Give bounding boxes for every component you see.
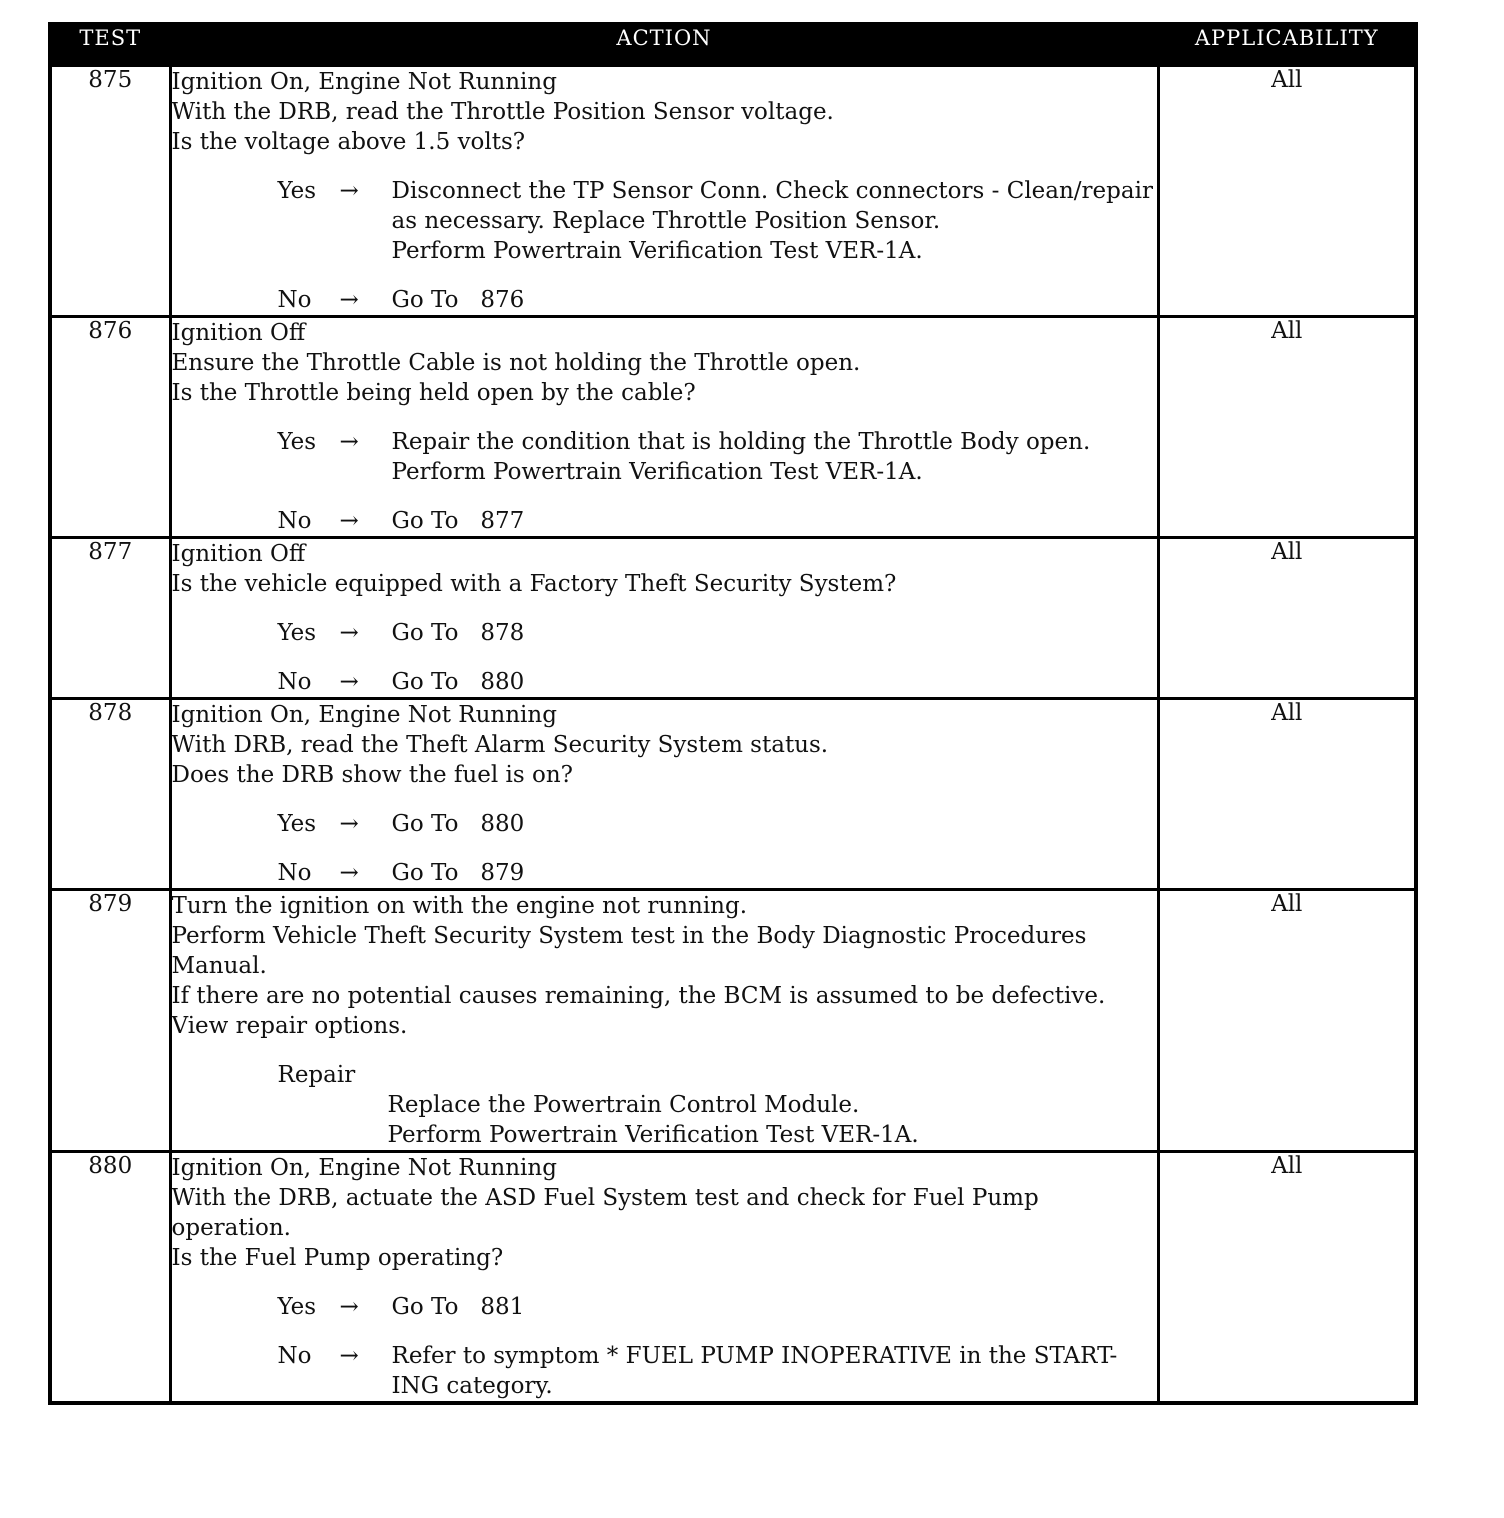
action-line: Ignition On, Engine Not Running [171, 702, 557, 728]
test-number: 877 [50, 538, 170, 699]
test-number: 875 [50, 66, 170, 317]
action-line: Perform Vehicle Theft Security System test in the Body Diagnostic Procedures [171, 923, 1087, 949]
arrow-right-icon: → [339, 287, 359, 313]
answer-label: Yes [277, 429, 317, 455]
answer-result [392, 809, 1157, 839]
action-line: Manual. [171, 953, 267, 979]
action-line: With the DRB, actuate the ASD Fuel System test and check for Fuel Pump operation. [171, 1185, 1039, 1241]
header-applicability: APPLICABILITY [1158, 24, 1416, 66]
repair-lines [388, 1090, 1157, 1150]
action-line: Is the Throttle being held open by the cable? [171, 380, 696, 406]
answer-result [392, 285, 1157, 315]
answer-result [392, 1292, 1157, 1322]
table-row [50, 317, 1416, 538]
answer-label: No [277, 1343, 312, 1369]
answer-result [392, 1341, 1157, 1401]
action-line: With the DRB, read the Throttle Position Sensor voltage. [171, 99, 834, 125]
result-line: Perform Powertrain Verification Test VER-1A. [391, 238, 923, 264]
applicability: All [1158, 317, 1416, 538]
arrow-right-icon: → [339, 178, 359, 204]
repair-line: Perform Powertrain Verification Test VER-1A. [387, 1122, 919, 1148]
yes-answer [278, 176, 1157, 266]
action-line: Turn the ignition on with the engine not running. [171, 893, 748, 919]
result-line: ING category. [391, 1373, 553, 1399]
result-line: Go To 880 [391, 669, 525, 695]
test-number: 878 [50, 699, 170, 890]
result-line: Refer to symptom * FUEL PUMP INOPERATIVE in the START- [391, 1343, 1118, 1369]
test-number: 879 [50, 890, 170, 1152]
test-number: 876 [50, 317, 170, 538]
action-line: If there are no potential causes remaining, the BCM is assumed to be defective. [171, 983, 1106, 1009]
action-cell [170, 66, 1158, 317]
yes-answer [278, 1292, 1157, 1322]
answer-result [392, 618, 1157, 648]
arrow-right-icon: → [339, 429, 359, 455]
result-line: Go To 879 [391, 860, 525, 886]
action-line: Is the vehicle equipped with a Factory Theft Security System? [171, 571, 897, 597]
action-cell [170, 317, 1158, 538]
result-line: Go To 881 [391, 1294, 525, 1320]
repair-label: Repair [277, 1062, 356, 1088]
action-line: Does the DRB show the fuel is on? [171, 762, 573, 788]
action-line: Is the voltage above 1.5 volts? [171, 129, 526, 155]
result-line: Perform Powertrain Verification Test VER-1A. [391, 459, 923, 485]
result-line: Disconnect the TP Sensor Conn. Check connectors - Clean/repair [391, 178, 1153, 204]
result-line: Go To 876 [391, 287, 525, 313]
answer-label: No [277, 669, 312, 695]
table-row [50, 538, 1416, 699]
action-line: Ignition On, Engine Not Running [171, 69, 557, 95]
table-row [50, 1152, 1416, 1404]
answer-label: Yes [277, 811, 317, 837]
repair-line: Replace the Powertrain Control Module. [387, 1092, 860, 1118]
no-answer [278, 285, 1157, 315]
answer-label: Yes [277, 1294, 317, 1320]
result-line: Go To 877 [391, 508, 525, 534]
answer-label: No [277, 508, 312, 534]
answer-label: No [277, 287, 312, 313]
arrow-right-icon: → [339, 1294, 359, 1320]
arrow-right-icon: → [339, 1343, 359, 1369]
answer-result [392, 667, 1157, 697]
header-test: TEST [50, 24, 170, 66]
table-row [50, 66, 1416, 317]
applicability: All [1158, 699, 1416, 890]
yes-answer [278, 427, 1157, 487]
answer-result [392, 858, 1157, 888]
arrow-right-icon: → [339, 508, 359, 534]
applicability: All [1158, 538, 1416, 699]
action-cell [170, 538, 1158, 699]
result-line: Go To 878 [391, 620, 525, 646]
action-cell [170, 890, 1158, 1152]
yes-answer [278, 809, 1157, 839]
answer-label: No [277, 860, 312, 886]
action-cell [170, 1152, 1158, 1404]
action-line: With DRB, read the Theft Alarm Security System status. [171, 732, 829, 758]
table-header-row [50, 24, 1416, 66]
action-line: Is the Fuel Pump operating? [171, 1245, 504, 1271]
arrow-right-icon: → [339, 620, 359, 646]
table-row [50, 699, 1416, 890]
action-cell [170, 699, 1158, 890]
arrow-right-icon: → [339, 811, 359, 837]
no-answer [278, 1341, 1157, 1401]
header-action: ACTION [170, 24, 1158, 66]
result-line: Repair the condition that is holding the Throttle Body open. [391, 429, 1091, 455]
answer-result [392, 427, 1157, 487]
no-answer [278, 667, 1157, 697]
no-answer [278, 506, 1157, 536]
test-number: 880 [50, 1152, 170, 1404]
applicability: All [1158, 66, 1416, 317]
arrow-right-icon: → [339, 860, 359, 886]
yes-answer [278, 618, 1157, 648]
no-answer [278, 858, 1157, 888]
action-line: Ignition Off [171, 541, 306, 567]
action-line: Ensure the Throttle Cable is not holding the Throttle open. [171, 350, 861, 376]
repair-block [278, 1060, 1157, 1150]
applicability: All [1158, 890, 1416, 1152]
applicability: All [1158, 1152, 1416, 1404]
arrow-right-icon: → [339, 669, 359, 695]
answer-label: Yes [277, 620, 317, 646]
action-line: Ignition Off [171, 320, 306, 346]
answer-result [392, 506, 1157, 536]
answer-label: Yes [277, 178, 317, 204]
action-line: View repair options. [171, 1013, 408, 1039]
result-line: Go To 880 [391, 811, 525, 837]
table-row [50, 890, 1416, 1152]
action-line: Ignition On, Engine Not Running [171, 1155, 557, 1181]
answer-result [392, 176, 1157, 266]
diagnostic-table [48, 22, 1418, 1405]
result-line: as necessary. Replace Throttle Position Sensor. [391, 208, 941, 234]
